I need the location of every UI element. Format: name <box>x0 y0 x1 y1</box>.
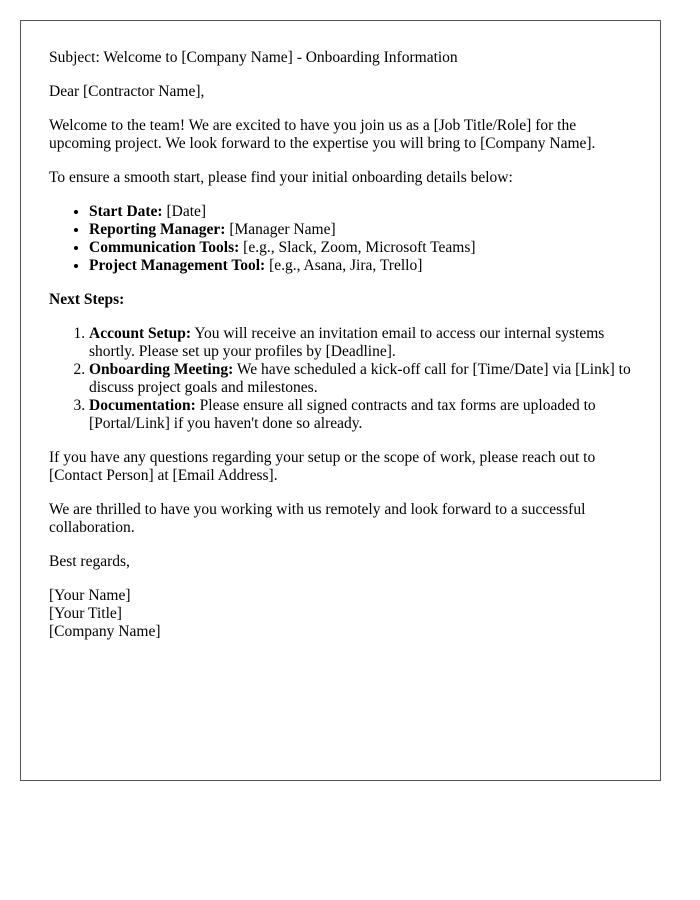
step-documentation <box>89 397 632 433</box>
step-text: We have scheduled a kick-off call for [Time/Date] via [Link] to discuss project goals and milestones. <box>89 361 631 396</box>
next-steps-heading-text: Next Steps: <box>49 291 125 308</box>
detail-communication-tools <box>89 239 632 257</box>
step-onboarding-meeting <box>89 361 632 397</box>
details-intro: To ensure a smooth start, please find your initial onboarding details below: <box>49 169 513 186</box>
next-steps-heading <box>49 291 632 309</box>
detail-label: Communication Tools: <box>89 239 240 256</box>
signature-title: [Your Title] <box>49 605 122 622</box>
step-label: Onboarding Meeting: <box>89 361 234 378</box>
step-account-setup <box>89 325 632 361</box>
step-label: Account Setup: <box>89 325 192 342</box>
detail-reporting-manager <box>89 221 632 239</box>
detail-label: Start Date: <box>89 203 163 220</box>
signature-block <box>49 587 632 641</box>
detail-label: Reporting Manager: <box>89 221 226 238</box>
next-steps-list <box>49 325 632 433</box>
detail-project-management-tool <box>89 257 632 275</box>
signature-name: [Your Name] <box>49 587 131 604</box>
step-label: Documentation: <box>89 397 196 414</box>
detail-value: [Date] <box>162 203 207 220</box>
closing-paragraph: We are thrilled to have you working with us remotely and look forward to a successful collaboration. <box>49 501 586 536</box>
detail-value: [Manager Name] <box>225 221 336 238</box>
detail-label: Project Management Tool: <box>89 257 266 274</box>
questions-paragraph: If you have any questions regarding your setup or the scope of work, please reach out to [Contact Person] at [Email Address]. <box>49 449 596 484</box>
onboarding-details-list <box>49 203 632 275</box>
subject-line: Subject: Welcome to [Company Name] - Onboarding Information <box>49 49 458 66</box>
detail-value: [e.g., Asana, Jira, Trello] <box>265 257 423 274</box>
detail-start-date <box>89 203 632 221</box>
greeting: Dear [Contractor Name], <box>49 83 205 100</box>
letter-document <box>20 20 661 781</box>
sign-off: Best regards, <box>49 553 130 570</box>
step-text: You will receive an invitation email to access our internal systems shortly. Please set up your profiles by [Deadline]. <box>89 325 605 360</box>
step-text: Please ensure all signed contracts and tax forms are uploaded to [Portal/Link] if you haven't done so already. <box>89 397 596 432</box>
intro-paragraph: Welcome to the team! We are excited to have you join us as a [Job Title/Role] for the upcoming project. We look forward to the expertise you will bring to [Company Name]. <box>49 117 596 152</box>
signature-company: [Company Name] <box>49 623 161 640</box>
detail-value: [e.g., Slack, Zoom, Microsoft Teams] <box>239 239 476 256</box>
